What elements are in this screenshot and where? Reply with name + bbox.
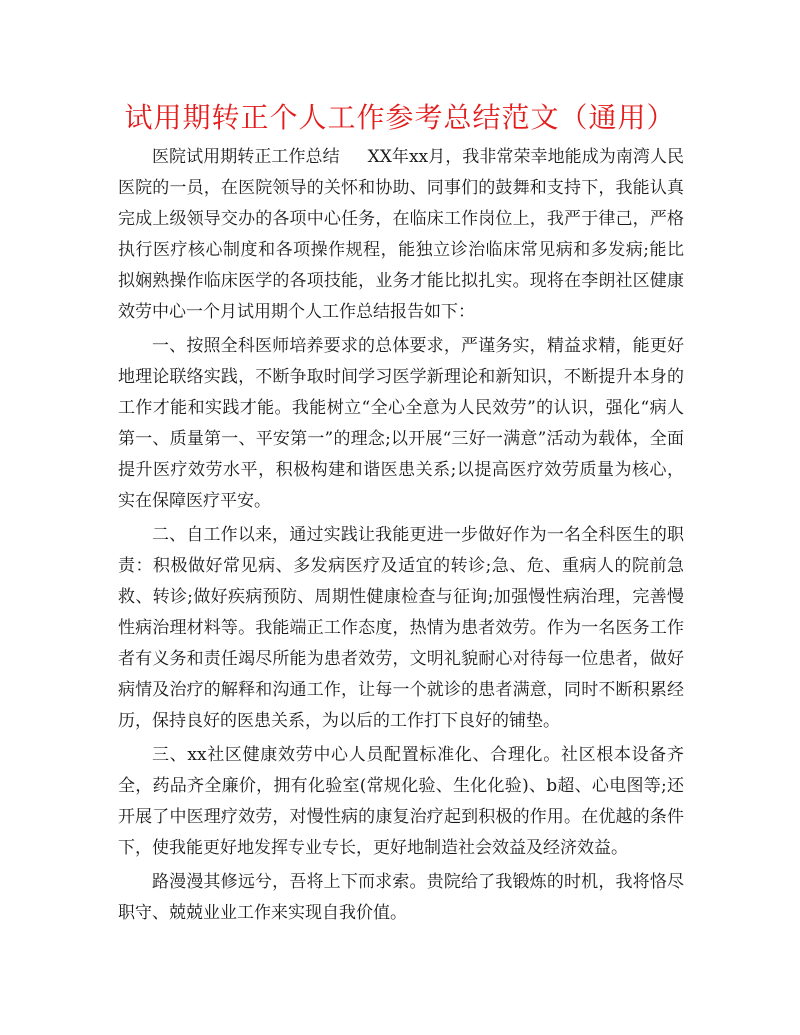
paragraph-1: 一、按照全科医师培养要求的总体要求，严谨务实，精益求精，能更好地理论联络实践，不断争取时间学习医学新理论和新知识，不断提升本身的工作才能和实践才能。我能树立“全心全意为人民效劳”的认识，强化“病人第一、质量第一、平安第一”的理念;以开展“三好一满意”活动为载体，全面提升医疗效劳水平，积极构建和谐医患关系;以提高医疗效劳质量为核心，实在保障医疗平安。: [118, 336, 684, 511]
paragraph-4: 路漫漫其修远兮，吾将上下而求索。贵院给了我锻炼的时机，我将恪尽职守、兢兢业业工作来实现自我价值。: [118, 872, 684, 923]
intro-label: 医院试用期转正工作总结: [152, 147, 340, 167]
document-body: [118, 142, 684, 932]
intro-text: XX年xx月，我非常荣幸地能成为南湾人民医院的一员，在医院领导的关怀和协助、同事们的鼓舞和支持下，我能认真完成上级领导交办的各项中心任务，在临床工作岗位上，我严于律己，严格执行医疗核心制度和各项操作规程，能独立诊治临床常见病和多发病;能比拟娴熟操作临床医学的各项技能，业务才能比拟扎实。现将在李朗社区健康效劳中心一个月试用期个人工作总结报告如下：: [118, 147, 684, 322]
paragraph-2: 二、自工作以来，通过实践让我能更进一步做好作为一名全科医生的职责：积极做好常见病、多发病医疗及适宜的转诊;急、危、重病人的院前急救、转诊;做好疾病预防、周期性健康检查与征询;加强慢性病治理，完善慢性病治理材料等。我能端正工作态度，热情为患者效劳。作为一名医务工作者有义务和责任竭尽所能为患者效劳，文明礼貌耐心对待每一位患者，做好病情及治疗的解释和沟通工作，让每一个就诊的患者满意，同时不断积累经历，保持良好的医患关系，为以后的工作打下良好的铺垫。: [118, 525, 684, 731]
paragraph-3: 三、xx社区健康效劳中心人员配置标准化、合理化。社区根本设备齐全，药品齐全廉价，拥有化验室(常规化验、生化化验)、b超、心电图等;还开展了中医理疗效劳，对慢性病的康复治疗起到积极的作用。在优越的条件下，使我能更好地发挥专业专长，更好地制造社会效益及经济效益。: [118, 745, 684, 858]
intro-paragraph: [118, 142, 684, 328]
document-title: 试用期转正个人工作参考总结范文（通用）: [124, 101, 676, 134]
